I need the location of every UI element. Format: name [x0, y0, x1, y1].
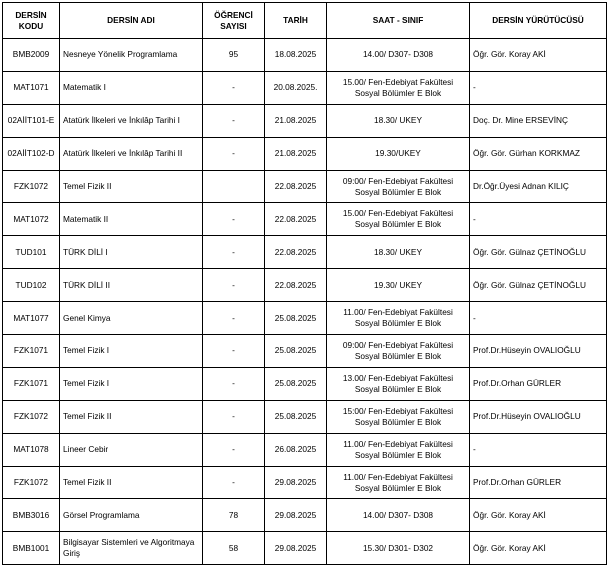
instructor-cell: Dr.Öğr.Üyesi Adnan KILIÇ	[470, 170, 607, 203]
header-time-room: SAAT - SINIF	[327, 3, 470, 39]
time-room-cell: 11.00/ Fen-Edebiyat Fakültesi Sosyal Bölümler E Blok	[327, 433, 470, 466]
instructor-cell: Öğr. Gör. Gürhan KORKMAZ	[470, 137, 607, 170]
course-code-cell: 02AİİT102-D	[3, 137, 60, 170]
header-name: DERSİN ADI	[60, 3, 203, 39]
table-row	[3, 433, 607, 466]
exam-date-cell: 25.08.2025	[265, 302, 327, 335]
table-row	[3, 71, 607, 104]
exam-date-cell: 21.08.2025	[265, 104, 327, 137]
table-row	[3, 400, 607, 433]
course-code-cell: BMB1001	[3, 532, 60, 565]
exam-date-cell: 18.08.2025	[265, 39, 327, 72]
student-count-cell: 95	[203, 39, 265, 72]
course-code-cell: MAT1071	[3, 71, 60, 104]
student-count-cell	[203, 170, 265, 203]
table-row	[3, 499, 607, 532]
student-count-cell: -	[203, 236, 265, 269]
table-row	[3, 137, 607, 170]
exam-date-cell: 29.08.2025	[265, 532, 327, 565]
exam-date-cell: 25.08.2025	[265, 367, 327, 400]
student-count-cell: -	[203, 137, 265, 170]
exam-schedule-table	[2, 2, 607, 565]
student-count-cell: -	[203, 302, 265, 335]
table-row	[3, 39, 607, 72]
course-name-cell: Görsel Programlama	[60, 499, 203, 532]
header-instructor: DERSİN YÜRÜTÜCÜSÜ	[470, 3, 607, 39]
time-room-cell: 15.30/ D301- D302	[327, 532, 470, 565]
time-room-cell: 15:00/ Fen-Edebiyat Fakültesi Sosyal Bölümler E Blok	[327, 400, 470, 433]
course-name-cell: Matematik I	[60, 71, 203, 104]
course-name-cell: TÜRK DİLİ II	[60, 269, 203, 302]
instructor-cell: Doç. Dr. Mine ERSEVİNÇ	[470, 104, 607, 137]
course-name-cell: Bilgisayar Sistemleri ve Algoritmaya Giriş	[60, 532, 203, 565]
time-room-cell: 18.30/ UKEY	[327, 236, 470, 269]
table-row	[3, 203, 607, 236]
time-room-cell: 14.00/ D307- D308	[327, 39, 470, 72]
instructor-cell: Prof.Dr.Hüseyin OVALIOĞLU	[470, 335, 607, 368]
course-name-cell: Atatürk İlkeleri ve İnkılâp Tarihi II	[60, 137, 203, 170]
course-name-cell: Nesneye Yönelik Programlama	[60, 39, 203, 72]
table-row	[3, 466, 607, 499]
instructor-cell: Öğr. Gör. Koray AKİ	[470, 532, 607, 565]
course-name-cell: Matematik II	[60, 203, 203, 236]
course-name-cell: Lineer Cebir	[60, 433, 203, 466]
student-count-cell: -	[203, 367, 265, 400]
student-count-cell: -	[203, 203, 265, 236]
time-room-cell: 19.30/ UKEY	[327, 269, 470, 302]
course-code-cell: 02AİİT101-E	[3, 104, 60, 137]
instructor-cell: -	[470, 302, 607, 335]
student-count-cell: -	[203, 433, 265, 466]
course-code-cell: FZK1071	[3, 335, 60, 368]
course-code-cell: BMB2009	[3, 39, 60, 72]
instructor-cell: Öğr. Gör. Gülnaz ÇETİNOĞLU	[470, 269, 607, 302]
time-room-cell: 09:00/ Fen-Edebiyat Fakültesi Sosyal Bölümler E Blok	[327, 170, 470, 203]
exam-date-cell: 26.08.2025	[265, 433, 327, 466]
table-row	[3, 335, 607, 368]
course-name-cell: Genel Kimya	[60, 302, 203, 335]
exam-date-cell: 22.08.2025	[265, 236, 327, 269]
table-row	[3, 236, 607, 269]
course-code-cell: FZK1072	[3, 466, 60, 499]
course-code-cell: TUD101	[3, 236, 60, 269]
course-code-cell: MAT1077	[3, 302, 60, 335]
instructor-cell: -	[470, 203, 607, 236]
time-room-cell: 19.30/UKEY	[327, 137, 470, 170]
exam-date-cell: 22.08.2025	[265, 203, 327, 236]
table-row	[3, 532, 607, 565]
instructor-cell: Prof.Dr.Orhan GÜRLER	[470, 466, 607, 499]
course-code-cell: FZK1072	[3, 400, 60, 433]
header-row	[3, 3, 607, 39]
student-count-cell: -	[203, 400, 265, 433]
instructor-cell: -	[470, 71, 607, 104]
student-count-cell: -	[203, 466, 265, 499]
table-row	[3, 367, 607, 400]
instructor-cell: -	[470, 433, 607, 466]
student-count-cell: -	[203, 335, 265, 368]
exam-date-cell: 22.08.2025	[265, 170, 327, 203]
student-count-cell: 78	[203, 499, 265, 532]
course-name-cell: TÜRK DİLİ I	[60, 236, 203, 269]
course-name-cell: Temel Fizik I	[60, 367, 203, 400]
course-code-cell: TUD102	[3, 269, 60, 302]
table-body	[3, 39, 607, 565]
course-code-cell: MAT1072	[3, 203, 60, 236]
course-code-cell: BMB3016	[3, 499, 60, 532]
time-room-cell: 09:00/ Fen-Edebiyat Fakültesi Sosyal Bölümler E Blok	[327, 335, 470, 368]
exam-date-cell: 25.08.2025	[265, 335, 327, 368]
course-code-cell: MAT1078	[3, 433, 60, 466]
table-row	[3, 104, 607, 137]
course-name-cell: Temel Fizik II	[60, 400, 203, 433]
student-count-cell: -	[203, 71, 265, 104]
header-code: DERSİN KODU	[3, 3, 60, 39]
exam-date-cell: 21.08.2025	[265, 137, 327, 170]
time-room-cell: 18.30/ UKEY	[327, 104, 470, 137]
instructor-cell: Prof.Dr.Hüseyin OVALIOĞLU	[470, 400, 607, 433]
student-count-cell: -	[203, 104, 265, 137]
exam-date-cell: 29.08.2025	[265, 466, 327, 499]
course-code-cell: FZK1072	[3, 170, 60, 203]
course-name-cell: Temel Fizik I	[60, 335, 203, 368]
student-count-cell: 58	[203, 532, 265, 565]
course-code-cell: FZK1071	[3, 367, 60, 400]
table-row	[3, 269, 607, 302]
instructor-cell: Prof.Dr.Orhan GÜRLER	[470, 367, 607, 400]
instructor-cell: Öğr. Gör. Koray AKİ	[470, 39, 607, 72]
exam-date-cell: 29.08.2025	[265, 499, 327, 532]
time-room-cell: 11.00/ Fen-Edebiyat Fakültesi Sosyal Bölümler E Blok	[327, 466, 470, 499]
instructor-cell: Öğr. Gör. Gülnaz ÇETİNOĞLU	[470, 236, 607, 269]
exam-schedule-wrapper	[2, 2, 607, 565]
exam-date-cell: 25.08.2025	[265, 400, 327, 433]
course-name-cell: Temel Fizik II	[60, 170, 203, 203]
time-room-cell: 11.00/ Fen-Edebiyat Fakültesi Sosyal Bölümler E Blok	[327, 302, 470, 335]
table-row	[3, 170, 607, 203]
time-room-cell: 13.00/ Fen-Edebiyat Fakültesi Sosyal Bölümler E Blok	[327, 367, 470, 400]
time-room-cell: 15.00/ Fen-Edebiyat Fakültesi Sosyal Bölümler E Blok	[327, 203, 470, 236]
header-date: TARİH	[265, 3, 327, 39]
exam-date-cell: 22.08.2025	[265, 269, 327, 302]
student-count-cell: -	[203, 269, 265, 302]
time-room-cell: 14.00/ D307- D308	[327, 499, 470, 532]
table-row	[3, 302, 607, 335]
course-name-cell: Atatürk İlkeleri ve İnkılâp Tarihi I	[60, 104, 203, 137]
exam-date-cell: 20.08.2025.	[265, 71, 327, 104]
time-room-cell: 15.00/ Fen-Edebiyat Fakültesi Sosyal Bölümler E Blok	[327, 71, 470, 104]
course-name-cell: Temel Fizik II	[60, 466, 203, 499]
instructor-cell: Öğr. Gör. Koray AKİ	[470, 499, 607, 532]
header-count: ÖĞRENCİ SAYISI	[203, 3, 265, 39]
